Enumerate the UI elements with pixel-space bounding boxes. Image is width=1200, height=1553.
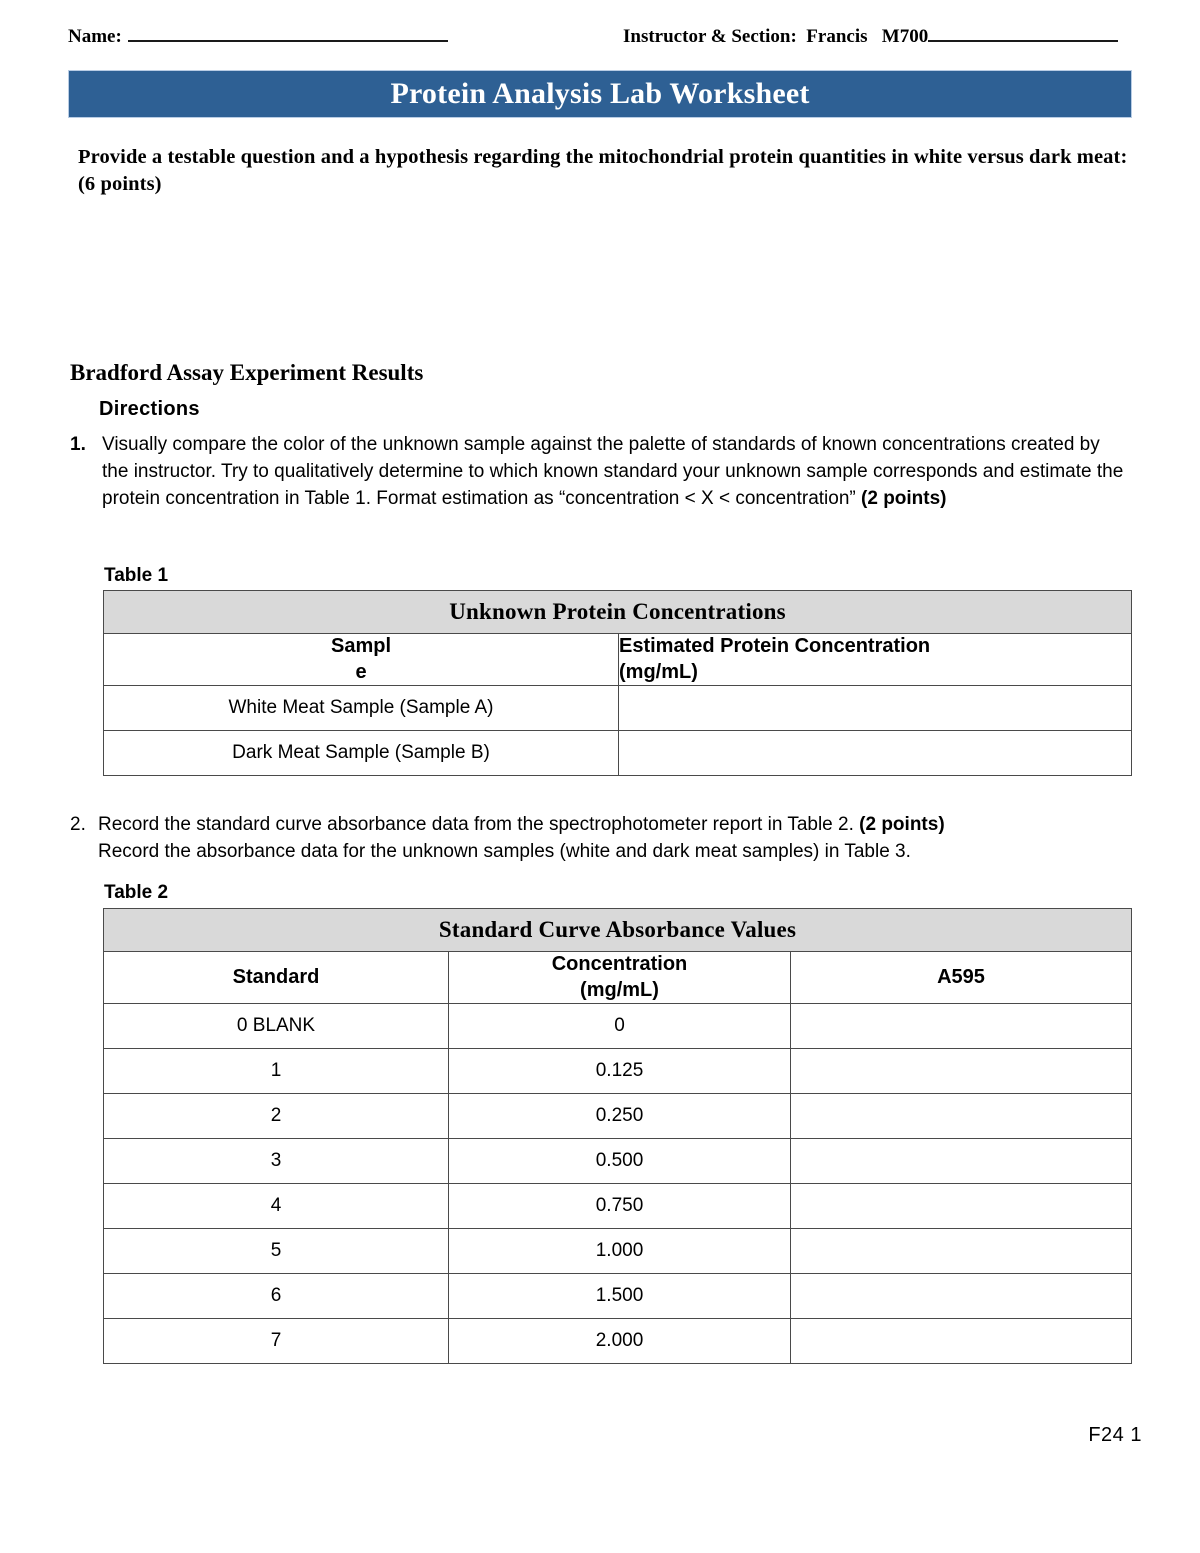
table-row <box>104 1184 1132 1229</box>
table-standard-curve-absorbance-values <box>103 908 1132 1364</box>
table-1-col-sample-line1: Sampl <box>330 635 392 657</box>
table-row <box>104 1139 1132 1184</box>
table-row <box>104 686 1132 731</box>
table-2-row-1-standard: 1 <box>104 1049 449 1094</box>
name-field-group <box>68 26 623 48</box>
table-row <box>104 1229 1132 1274</box>
table-2-row-2-standard: 2 <box>104 1094 449 1139</box>
name-write-in-blank[interactable] <box>128 26 448 42</box>
table-2-row-1-concentration: 0.125 <box>449 1049 791 1094</box>
worksheet-title-banner <box>68 70 1132 118</box>
page-header-line <box>68 26 1132 54</box>
table-1-header-row <box>104 634 1132 686</box>
instructor-section-label: Instructor & Section: Francis M700 <box>623 26 929 47</box>
table-1-row-1-estimate-input[interactable] <box>619 731 1132 776</box>
table-2-row-0-standard: 0 BLANK <box>104 1004 449 1049</box>
table-2-row-6-a595-input[interactable] <box>791 1274 1132 1319</box>
section-write-in-blank[interactable] <box>928 26 1118 42</box>
instruction-1-body <box>102 432 1130 513</box>
table-2-row-6-standard: 6 <box>104 1274 449 1319</box>
table-2-col-a595: A595 <box>791 952 1132 1004</box>
table-2-col-standard: Standard <box>104 952 449 1004</box>
table-2-row-1-a595-input[interactable] <box>791 1049 1132 1094</box>
table-2-row-0-a595-input[interactable] <box>791 1004 1132 1049</box>
directions-heading: Directions <box>99 398 200 420</box>
table-2-row-7-a595-input[interactable] <box>791 1319 1132 1364</box>
table-2-row-4-concentration: 0.750 <box>449 1184 791 1229</box>
table-2-header-row <box>104 952 1132 1004</box>
table-1-col-sample <box>104 634 619 686</box>
table-row <box>104 1274 1132 1319</box>
table-2-row-3-concentration: 0.500 <box>449 1139 791 1184</box>
table-2-row-7-concentration: 2.000 <box>449 1319 791 1364</box>
table-1-col-sample-line2: e <box>355 660 367 683</box>
table-2-caption: Table 2 <box>104 882 169 903</box>
instruction-2-text-after: Record the absorbance data for the unknown samples (white and dark meat samples) in Table 3. <box>98 840 911 862</box>
instruction-2-body <box>98 812 1135 866</box>
table-2-row-3-standard: 3 <box>104 1139 449 1184</box>
page-title: Protein Analysis Lab Worksheet <box>390 77 810 110</box>
instruction-2-number: 2. <box>70 814 86 835</box>
table-1-row-0-estimate-input[interactable] <box>619 686 1132 731</box>
table-1-row-0-sample: White Meat Sample (Sample A) <box>104 686 619 731</box>
table-1-caption: Table 1 <box>104 565 169 586</box>
table-1-col-est-line2: (mg/mL) <box>619 660 698 683</box>
hypothesis-prompt: Provide a testable question and a hypothesis regarding the mitochondrial protein quantities in white versus dark meat: (6 points) <box>78 146 1128 196</box>
table-2-row-4-a595-input[interactable] <box>791 1184 1132 1229</box>
table-2-row-3-a595-input[interactable] <box>791 1139 1132 1184</box>
table-2-col-conc-line2: (mg/mL) <box>580 978 659 1001</box>
table-2-col-concentration <box>449 952 791 1004</box>
page-footer: F24 1 <box>1088 1424 1142 1446</box>
table-2-title-row <box>104 909 1132 952</box>
name-label: Name: <box>68 26 122 47</box>
instruction-2-text: Record the standard curve absorbance data from the spectrophotometer report in Table 2. <box>98 814 860 835</box>
results-section-heading: Bradford Assay Experiment Results <box>70 360 424 385</box>
instruction-1-text: Visually compare the color of the unknown sample against the palette of standards of known concentrations created by the instructor. Try to qualitatively determine to which known standard your unknown sample corresponds and estimate the protein concentration in Table 1. Format estimation as “concentration < X < concentration” <box>102 434 1124 509</box>
table-2-row-5-a595-input[interactable] <box>791 1229 1132 1274</box>
instruction-1-number: 1. <box>70 434 86 455</box>
table-row <box>104 1094 1132 1139</box>
table-1-col-est-line1: Estimated Protein Concentration <box>619 635 931 657</box>
table-1-title: Unknown Protein Concentrations <box>104 591 1132 634</box>
instruction-item-2 <box>70 812 1135 866</box>
table-row <box>104 731 1132 776</box>
table-1-row-1-sample: Dark Meat Sample (Sample B) <box>104 731 619 776</box>
table-2-row-2-concentration: 0.250 <box>449 1094 791 1139</box>
instruction-2-points: (2 points) <box>859 814 945 835</box>
table-row <box>104 1049 1132 1094</box>
table-row <box>104 1319 1132 1364</box>
table-2-row-2-a595-input[interactable] <box>791 1094 1132 1139</box>
table-unknown-protein-concentrations <box>103 590 1132 776</box>
table-1-title-row <box>104 591 1132 634</box>
table-2-row-5-standard: 5 <box>104 1229 449 1274</box>
table-1-col-estimated-concentration <box>619 634 1132 686</box>
instruction-1-points: (2 points) <box>861 487 947 509</box>
table-2-title: Standard Curve Absorbance Values <box>104 909 1132 952</box>
table-2-col-conc-line1: Concentration <box>551 953 688 975</box>
table-2-row-4-standard: 4 <box>104 1184 449 1229</box>
table-2-row-5-concentration: 1.000 <box>449 1229 791 1274</box>
table-2-row-6-concentration: 1.500 <box>449 1274 791 1319</box>
instructor-section-group <box>623 26 1132 48</box>
table-row <box>104 1004 1132 1049</box>
instruction-item-1 <box>70 432 1130 513</box>
table-2-row-7-standard: 7 <box>104 1319 449 1364</box>
table-2-row-0-concentration: 0 <box>449 1004 791 1049</box>
